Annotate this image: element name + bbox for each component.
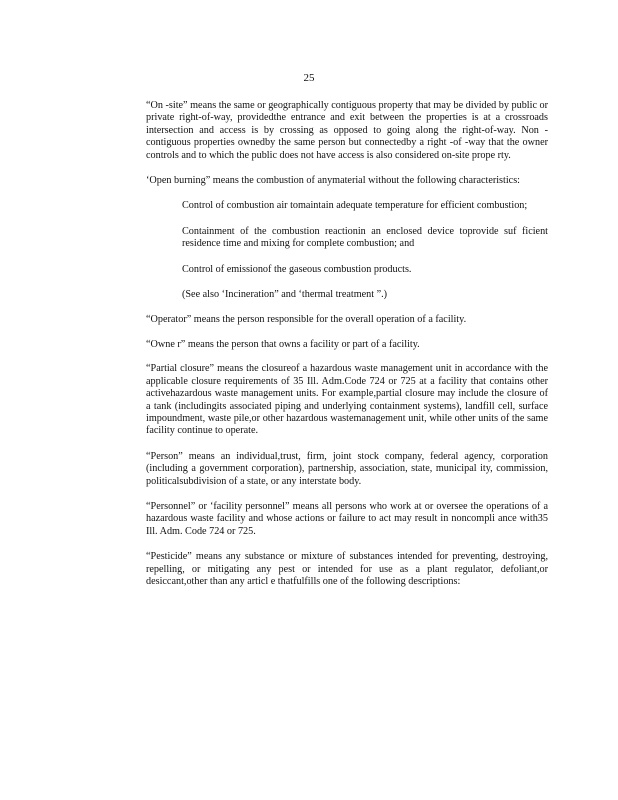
definition-person: “Person” means an individual,trust, firm, joint stock company, federal agency, corporation (including a government corporation), partnership, association, state, municipal ity, commission, politicalsubdivision of a state, or any interstate body. [146,450,548,487]
definition-partial-closure: “Partial closure” means the closureof a hazardous waste management unit in accordance with the applicable closure requirements of 35 Ill. Adm.Code 724 or 725 at a facility that contains other activehazardous waste management units. For example,partial closure may include the closure of a tank (includingits associated piping and underlying containment systems), landfill cell, surface impoundment, waste pile,or other hazardous wastemanagement unit, while other units of the same facility continue to operate. [146,363,548,437]
definition-operator: “Operator” means the person responsible for the overall operation of a facility. [146,314,467,326]
definition-personnel: “Personnel” or ‘facility personnel” means all persons who work at or oversee the operations of a hazardous waste facility and whose actions or failure to act may result in noncompli ance with35 Ill. Adm. Code 724 or 725. [146,500,548,537]
open-burning-item: Control of emissionof the gaseous combustion products. [182,263,412,275]
page-number: 25 [303,72,315,84]
definition-on-site: “On -site” means the same or geographically contiguous property that may be divided by public or private right-of-way, providedthe entrance and exit between the properties is at a crossroads intersection and access is by crossing as opposed to going along the right-of-way. Non -contiguous properties ownedby the same person but connectedby a right -of -way that the owner controls and to which the public does not have access is also considered on-site prope rty. [146,100,549,161]
definition-pesticide: “Pesticide” means any substance or mixture of substances intended for preventing, destroying, repelling, or mitigating any pest or intended for use as a plant regulator, defoliant,or desiccant,other than any articl e thatfulfills one of the following descriptions: [146,551,548,587]
definition-owner: “Owne r” means the person that owns a facility or part of a facility. [146,338,420,350]
cross-reference-note: (See also ‘Incineration” and ‘thermal treatment ”.) [182,289,388,301]
definition-open-burning: ‘Open burning” means the combustion of anymaterial without the following characteristics: [146,175,521,187]
open-burning-item: Containment of the combustion reactionin an enclosed device toprovide suf ficient residence time and mixing for complete combustion; and [182,225,548,250]
open-burning-item: Control of combustion air tomaintain adequate temperature for efficient combustion; [182,200,528,212]
page-body [146,100,548,601]
